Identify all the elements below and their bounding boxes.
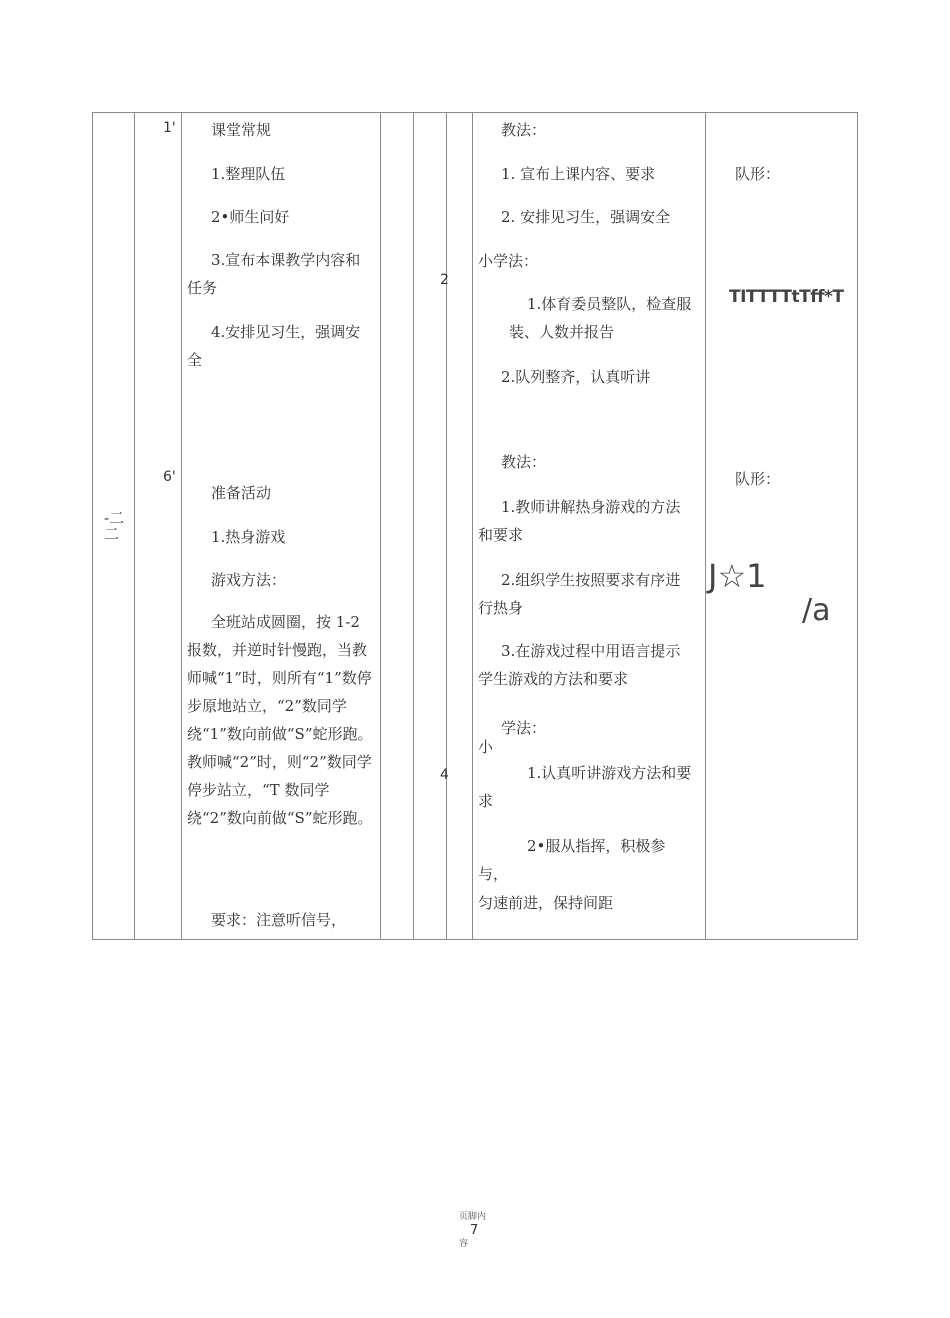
formation-diagram-1: TITTTTtTff*T	[729, 287, 844, 307]
learn-item-1: 1.体育委员整队，检查服装、人数并报告	[509, 295, 692, 341]
content-heading-routine: 课堂常规	[211, 121, 272, 139]
column-divider	[181, 113, 182, 939]
column-divider	[134, 113, 135, 939]
count-second: 4	[440, 767, 449, 783]
learn-small-char: 小	[478, 738, 494, 756]
column-divider	[446, 113, 447, 939]
column-divider	[380, 113, 381, 939]
learn-item-4: 2•服从指挥，积极参与，	[478, 837, 666, 883]
content-item-2: 2•师生问好	[211, 208, 290, 226]
footer-text-bottom: 容	[459, 1239, 469, 1249]
learn-item-5: 匀速前进，保持间距	[478, 894, 614, 912]
column-divider	[705, 113, 706, 939]
content-method-text: 全班站成圆圈，按 1-2 报数，并逆时针慢跑，当教师喊“1”时，则所有“1”数停步原地站立，“2”数同学绕“1”数向前做“S”蛇形跑。教师喊“2”时，则“2”数同学停步站立，“T 数同学绕“2”数向前做“S”蛇形跑。	[187, 613, 373, 827]
formation-label-2: 队形：	[735, 470, 781, 488]
content-item-3: 3.宣布本课教学内容和任务	[187, 251, 361, 297]
teach-label-2: 教法：	[501, 453, 547, 471]
content-method-label: 游戏方法：	[211, 571, 287, 589]
formation-diagram-2: J☆1	[708, 557, 767, 595]
teach-item-5: 3.在游戏过程中用语言提示学生游戏的方法和要求	[478, 642, 681, 688]
page-number: 7	[470, 1223, 479, 1238]
content-game: 1.热身游戏	[211, 528, 286, 546]
content-heading-warmup: 准备活动	[211, 484, 272, 502]
content-item-4: 4.安排见习生，强调安全	[187, 323, 361, 369]
count-first: 2	[440, 272, 449, 288]
teach-label-1: 教法：	[501, 121, 547, 139]
content-item-1: 1.整理队伍	[211, 165, 286, 183]
column-divider	[472, 113, 473, 939]
teach-item-2: 2. 安排见习生，强调安全	[501, 208, 671, 226]
time-first: 1'	[163, 120, 176, 136]
teach-item-3: 1.教师讲解热身游戏的方法和要求	[478, 498, 681, 544]
content-requirement: 要求：注意听信号，	[211, 911, 347, 929]
formation-label-1: 队形：	[735, 165, 781, 183]
section-label: -二二	[104, 509, 125, 543]
learn-item-2: 2.队列整齐，认真听讲	[501, 368, 651, 386]
teach-item-4: 2.组织学生按照要求有序进行热身	[478, 571, 681, 617]
column-divider	[413, 113, 414, 939]
teach-item-1: 1. 宣布上课内容、要求	[501, 165, 656, 183]
footer-text-top: 页脚内	[459, 1212, 487, 1222]
learn-label-2: 学法：	[501, 719, 547, 737]
learn-item-3: 1.认真听讲游戏方法和要求	[478, 764, 692, 810]
formation-diagram-2-mark: /a	[802, 593, 831, 628]
time-second: 6'	[163, 469, 176, 485]
learn-label-1: 小学法：	[478, 252, 539, 270]
